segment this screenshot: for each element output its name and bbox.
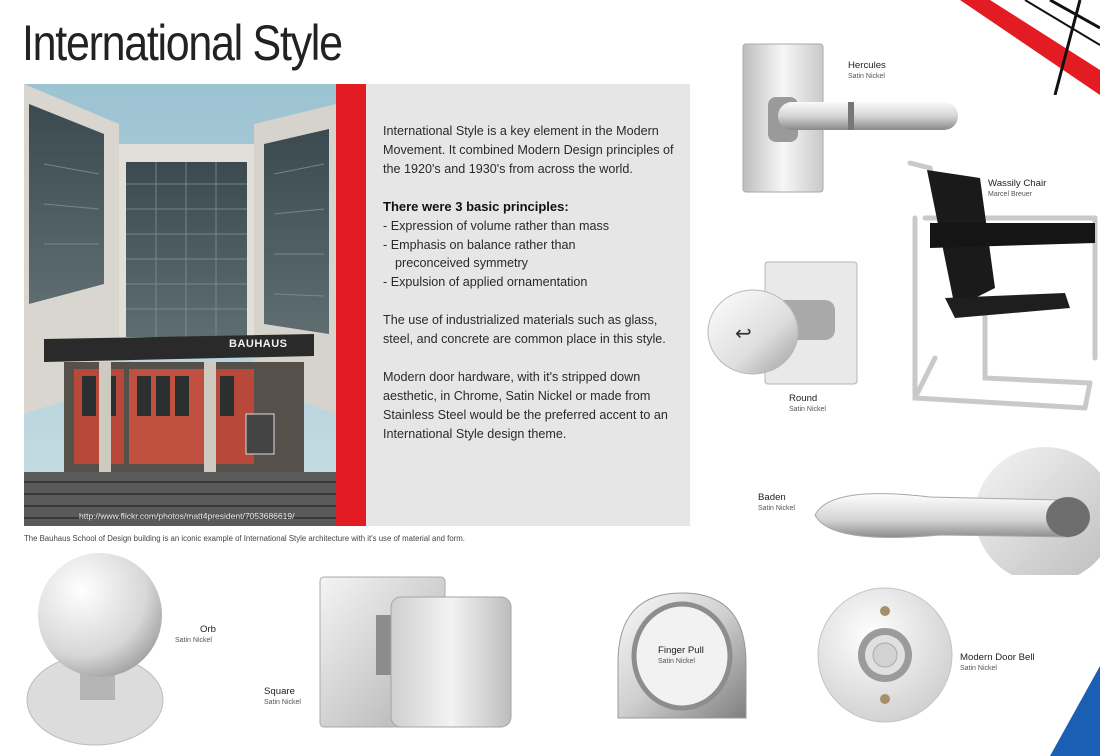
- materials-paragraph: The use of industrialized materials such as glass, steel, and concrete are common place in this style.: [383, 313, 666, 347]
- photo-caption: The Bauhaus School of Design building is an iconic example of International Style architecture with it's use of material and form.: [24, 534, 465, 543]
- product-label-baden: Baden Satin Nickel: [758, 492, 795, 512]
- page-title: International Style: [22, 15, 342, 71]
- hardware-paragraph: Modern door hardware, with it's stripped down aesthetic, in Chrome, Satin Nickel or made from Stainless Steel would be the preferred accent to an International Style design theme.: [383, 370, 668, 441]
- principle-item: preconceived symmetry: [395, 256, 528, 271]
- building-illustration: [24, 84, 336, 526]
- decorative-stripes-bottom: [1040, 646, 1100, 756]
- product-label-hercules: Hercules Satin Nickel: [848, 60, 886, 80]
- product-label-finger-pull: Finger Pull Satin Nickel: [658, 645, 704, 665]
- product-label-modern-door-bell: Modern Door Bell Satin Nickel: [960, 652, 1035, 672]
- orb-knob-icon: [25, 550, 180, 748]
- principle-item: - Expulsion of applied ornamentation: [383, 275, 588, 290]
- red-accent-bar: [336, 84, 366, 526]
- principle-item: - Emphasis on balance rather than: [383, 237, 576, 252]
- door-bell-icon: [815, 585, 955, 725]
- bauhaus-sign: BAUHAUS: [229, 338, 288, 350]
- principles-block: [383, 198, 674, 293]
- round-knob-icon: [705, 260, 865, 390]
- bauhaus-building-photo: [24, 84, 336, 526]
- principle-item: - Expression of volume rather than mass: [383, 218, 610, 233]
- lever-handle-icon: [810, 445, 1100, 575]
- principles-heading: There were 3 basic principles:: [383, 198, 569, 214]
- svg-text:↩: ↩: [735, 321, 752, 345]
- product-label-wassily-chair: Wassily Chair Marcel Breuer: [988, 178, 1047, 198]
- product-label-round: Round Satin Nickel: [789, 393, 826, 413]
- product-label-orb: Orb Satin Nickel: [175, 624, 216, 644]
- intro-paragraph: International Style is a key element in the Modern Movement. It combined Modern Design principles of the 1920's and 1930's from across the world.: [383, 124, 674, 176]
- product-label-square: Square Satin Nickel: [264, 686, 301, 706]
- square-knob-icon: [316, 575, 514, 733]
- description-panel: [366, 84, 690, 526]
- photo-credit: http://www.flickr.com/photos/matt4president/7053686619/: [79, 511, 295, 521]
